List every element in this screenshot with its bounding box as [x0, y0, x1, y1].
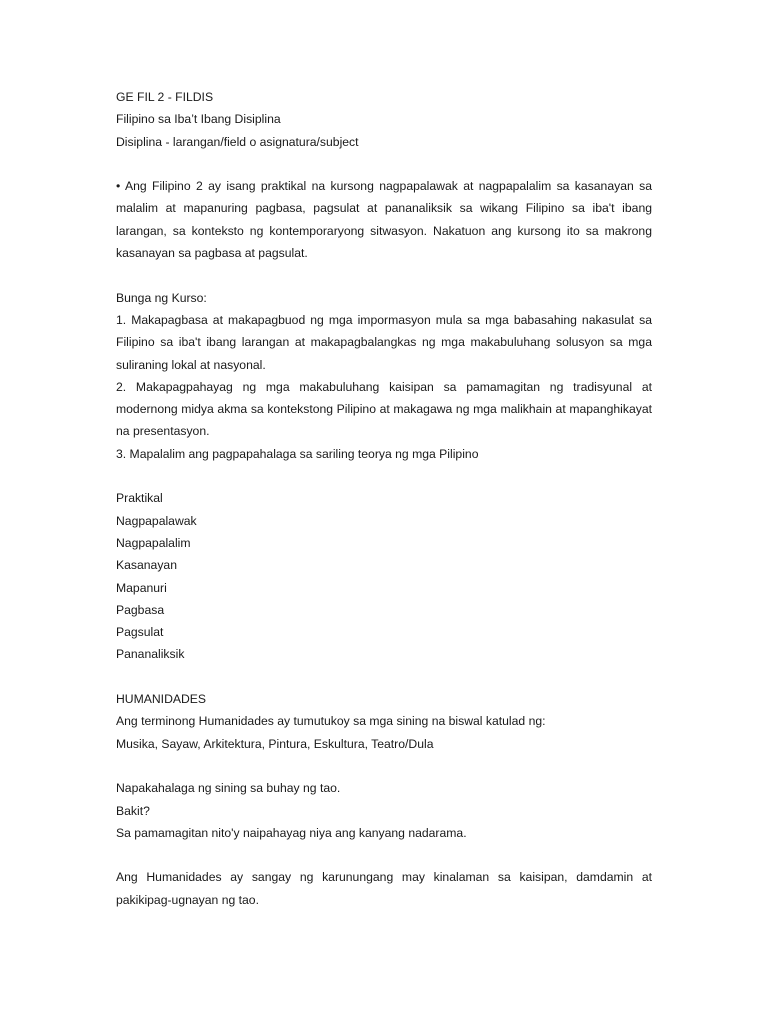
keyword-item: Kasanayan	[116, 558, 177, 573]
outcomes-heading: Bunga ng Kurso:	[116, 290, 207, 305]
outcome-item-2: 2. Makapagpahayag ng mga makabuluhang kaisipan sa pamamagitan ng tradisyunal at modernong midya akma sa kontekstong Pilipino at makagawa ng mga malikhain at mapanghikayat na presentasyon.	[116, 379, 652, 439]
importance-answer: Sa pamamagitan nito'y naipahayag niya ang kanyang nadarama.	[116, 825, 467, 840]
keyword-item: Nagpapalalim	[116, 535, 191, 550]
outcome-item-1: 1. Makapagbasa at makapagbuod ng mga impormasyon mula sa mga babasahing nakasulat sa Filipino sa iba't ibang larangan at makapagbalangkas ng mga makabuluhang solusyon sa mga suliraning lokal at nasyonal.	[116, 312, 652, 372]
humanidades-definition: Ang terminong Humanidades ay tumutukoy sa mga sining na biswal katulad ng:	[116, 714, 546, 729]
keyword-item: Pagsulat	[116, 625, 164, 640]
spacer	[116, 666, 652, 688]
spacer	[116, 844, 652, 866]
keyword-item: Pagbasa	[116, 602, 165, 617]
keyword-item: Mapanuri	[116, 580, 167, 595]
importance-statement: Napakahalaga ng sining sa buhay ng tao.	[116, 781, 341, 796]
humanidades-heading: HUMANIDADES	[116, 692, 207, 707]
intro-paragraph: • Ang Filipino 2 ay isang praktikal na kursong nagpapalawak at nagpapalalim sa kasanayan sa malalim at mapanuring pagbasa, pagsulat at pananaliksik sa wikang Filipino sa iba't ibang larangan, sa konteksto ng kontemporaryong sitwasyon. Nakatuon ang kursong ito sa makrong kasanayan sa pagbasa at pagsulat.	[116, 179, 652, 261]
humanidades-arts: Musika, Sayaw, Arkitektura, Pintura, Eskultura, Teatro/Dula	[116, 736, 434, 751]
spacer	[116, 153, 652, 175]
importance-question: Bakit?	[116, 803, 150, 818]
course-code: GE FIL 2 - FILDIS	[116, 90, 214, 104]
closing-paragraph: Ang Humanidades ay sangay ng karunungang may kinalaman sa kaisipan, damdamin at pakikipag-ugnayan ng tao.	[116, 870, 652, 907]
document-page	[116, 86, 652, 911]
spacer	[116, 755, 652, 777]
keyword-item: Pananaliksik	[116, 647, 185, 662]
discipline-definition: Disiplina - larangan/field o asignatura/subject	[116, 134, 359, 149]
outcome-item-3: 3. Mapalalim ang pagpapahalaga sa sariling teorya ng mga Pilipino	[116, 446, 479, 461]
keyword-item: Praktikal	[116, 491, 163, 506]
course-title: Filipino sa Iba’t Ibang Disiplina	[116, 112, 281, 127]
keyword-item: Nagpapalawak	[116, 513, 197, 528]
spacer	[116, 465, 652, 487]
keyword-list	[116, 487, 652, 665]
spacer	[116, 264, 652, 286]
